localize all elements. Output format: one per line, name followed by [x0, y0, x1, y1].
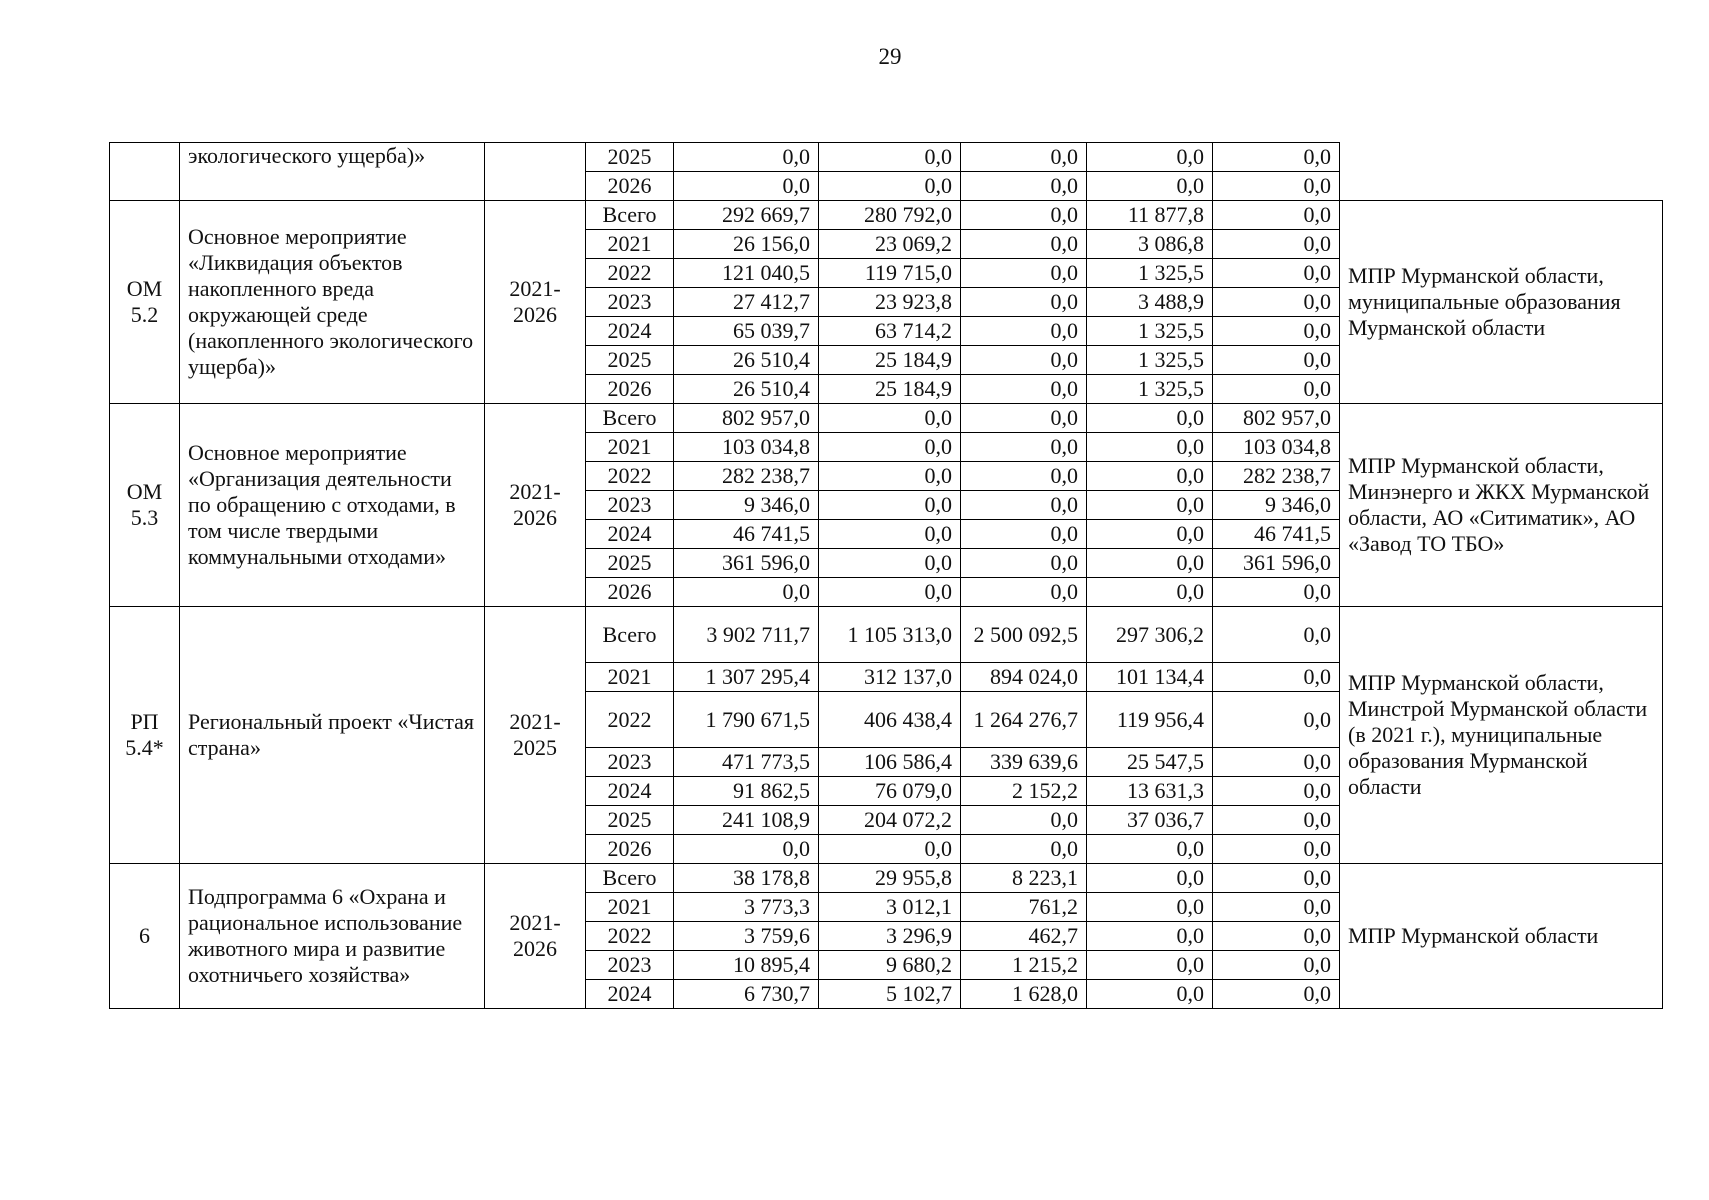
amount-mun: 3 488,9 [1087, 288, 1213, 317]
amount-extra: 0,0 [1213, 663, 1340, 692]
amount-fed: 25 184,9 [819, 346, 961, 375]
amount-reg: 0,0 [961, 375, 1087, 404]
amount-reg: 0,0 [961, 578, 1087, 607]
amount-mun: 37 036,7 [1087, 806, 1213, 835]
year-cell: 2023 [586, 951, 674, 980]
amount-mun: 0,0 [1087, 835, 1213, 864]
year-cell: 2025 [586, 549, 674, 578]
year-cell: 2023 [586, 491, 674, 520]
amount-reg: 462,7 [961, 922, 1087, 951]
year-cell: Всего [586, 607, 674, 663]
year-cell: 2025 [586, 346, 674, 375]
amount-total: 241 108,9 [674, 806, 819, 835]
amount-reg: 0,0 [961, 346, 1087, 375]
amount-fed: 25 184,9 [819, 375, 961, 404]
amount-reg: 1 264 276,7 [961, 692, 1087, 748]
amount-total: 1 790 671,5 [674, 692, 819, 748]
section-period: 2021-2026 [485, 864, 586, 1009]
amount-mun: 11 877,8 [1087, 201, 1213, 230]
amount-total: 6 730,7 [674, 980, 819, 1009]
year-cell: Всего [586, 201, 674, 230]
amount-fed: 0,0 [819, 462, 961, 491]
amount-fed: 0,0 [819, 172, 961, 201]
amount-reg: 0,0 [961, 230, 1087, 259]
amount-total: 65 039,7 [674, 317, 819, 346]
amount-reg: 0,0 [961, 462, 1087, 491]
amount-extra: 0,0 [1213, 375, 1340, 404]
amount-mun: 0,0 [1087, 433, 1213, 462]
section-code [110, 143, 180, 201]
section-executor: МПР Мурманской области, муниципальные образования Мурманской области [1340, 201, 1663, 404]
amount-total: 802 957,0 [674, 404, 819, 433]
section-period: 2021-2026 [485, 201, 586, 404]
amount-reg: 2 500 092,5 [961, 607, 1087, 663]
amount-extra: 0,0 [1213, 172, 1340, 201]
amount-extra: 0,0 [1213, 578, 1340, 607]
section-title: Подпрограмма 6 «Охрана и рациональное использование животного мира и развитие охотничьего хозяйства» [180, 864, 485, 1009]
amount-fed: 0,0 [819, 578, 961, 607]
amount-reg: 0,0 [961, 433, 1087, 462]
amount-total: 0,0 [674, 143, 819, 172]
amount-total: 27 412,7 [674, 288, 819, 317]
amount-mun: 0,0 [1087, 143, 1213, 172]
section-code: 6 [110, 864, 180, 1009]
amount-total: 91 862,5 [674, 777, 819, 806]
amount-extra: 0,0 [1213, 777, 1340, 806]
amount-extra: 103 034,8 [1213, 433, 1340, 462]
year-cell: 2023 [586, 288, 674, 317]
amount-fed: 0,0 [819, 433, 961, 462]
amount-fed: 3 012,1 [819, 893, 961, 922]
amount-total: 10 895,4 [674, 951, 819, 980]
amount-total: 361 596,0 [674, 549, 819, 578]
amount-reg: 0,0 [961, 259, 1087, 288]
amount-extra: 282 238,7 [1213, 462, 1340, 491]
amount-extra: 0,0 [1213, 922, 1340, 951]
amount-extra: 0,0 [1213, 201, 1340, 230]
amount-total: 1 307 295,4 [674, 663, 819, 692]
section-executor [1340, 143, 1663, 201]
section-executor: МПР Мурманской области, Минэнерго и ЖКХ Мурманской области, АО «Ситиматик», АО «Завод ТО ТБО» [1340, 404, 1663, 607]
year-cell: 2022 [586, 922, 674, 951]
amount-reg: 0,0 [961, 520, 1087, 549]
amount-total: 471 773,5 [674, 748, 819, 777]
amount-reg: 894 024,0 [961, 663, 1087, 692]
section-code: ОМ 5.3 [110, 404, 180, 607]
amount-total: 121 040,5 [674, 259, 819, 288]
amount-extra: 0,0 [1213, 951, 1340, 980]
table-row [110, 404, 1663, 433]
amount-extra: 0,0 [1213, 143, 1340, 172]
amount-extra: 0,0 [1213, 980, 1340, 1009]
financing-table [109, 142, 1663, 1009]
amount-reg: 0,0 [961, 549, 1087, 578]
amount-mun: 0,0 [1087, 864, 1213, 893]
amount-fed: 9 680,2 [819, 951, 961, 980]
amount-fed: 0,0 [819, 491, 961, 520]
amount-total: 282 238,7 [674, 462, 819, 491]
amount-mun: 1 325,5 [1087, 259, 1213, 288]
amount-total: 3 773,3 [674, 893, 819, 922]
page-number: 29 [878, 44, 902, 69]
section-title: экологического ущерба)» [180, 143, 485, 201]
section-code: РП 5.4* [110, 607, 180, 864]
year-cell: 2024 [586, 520, 674, 549]
year-cell: 2026 [586, 578, 674, 607]
year-cell: 2022 [586, 692, 674, 748]
section-code: ОМ 5.2 [110, 201, 180, 404]
amount-mun: 0,0 [1087, 404, 1213, 433]
amount-fed: 0,0 [819, 404, 961, 433]
amount-total: 3 902 711,7 [674, 607, 819, 663]
amount-extra: 0,0 [1213, 317, 1340, 346]
amount-mun: 25 547,5 [1087, 748, 1213, 777]
amount-total: 0,0 [674, 578, 819, 607]
amount-mun: 119 956,4 [1087, 692, 1213, 748]
amount-mun: 0,0 [1087, 491, 1213, 520]
amount-extra: 0,0 [1213, 806, 1340, 835]
amount-extra: 0,0 [1213, 692, 1340, 748]
amount-mun: 0,0 [1087, 520, 1213, 549]
amount-reg: 1 628,0 [961, 980, 1087, 1009]
section-executor: МПР Мурманской области, Минстрой Мурманской области (в 2021 г.), муниципальные образования Мурманской области [1340, 607, 1663, 864]
year-cell: 2021 [586, 433, 674, 462]
amount-fed: 106 586,4 [819, 748, 961, 777]
amount-fed: 5 102,7 [819, 980, 961, 1009]
year-cell: 2026 [586, 835, 674, 864]
amount-extra: 0,0 [1213, 607, 1340, 663]
amount-total: 3 759,6 [674, 922, 819, 951]
amount-fed: 119 715,0 [819, 259, 961, 288]
amount-fed: 0,0 [819, 520, 961, 549]
amount-extra: 0,0 [1213, 259, 1340, 288]
year-cell: 2021 [586, 230, 674, 259]
amount-mun: 101 134,4 [1087, 663, 1213, 692]
amount-reg: 0,0 [961, 317, 1087, 346]
amount-reg: 0,0 [961, 172, 1087, 201]
amount-reg: 0,0 [961, 491, 1087, 520]
amount-fed: 1 105 313,0 [819, 607, 961, 663]
amount-fed: 204 072,2 [819, 806, 961, 835]
amount-fed: 0,0 [819, 549, 961, 578]
amount-extra: 0,0 [1213, 288, 1340, 317]
amount-total: 9 346,0 [674, 491, 819, 520]
amount-total: 292 669,7 [674, 201, 819, 230]
year-cell: Всего [586, 404, 674, 433]
amount-total: 0,0 [674, 835, 819, 864]
table-row [110, 864, 1663, 893]
amount-mun: 3 086,8 [1087, 230, 1213, 259]
amount-mun: 0,0 [1087, 922, 1213, 951]
amount-mun: 13 631,3 [1087, 777, 1213, 806]
amount-fed: 280 792,0 [819, 201, 961, 230]
section-period: 2021-2025 [485, 607, 586, 864]
amount-reg: 1 215,2 [961, 951, 1087, 980]
section-title: Основное мероприятие «Ликвидация объектов накопленного вреда окружающей среде (накопленного экологического ущерба)» [180, 201, 485, 404]
amount-extra: 0,0 [1213, 835, 1340, 864]
amount-extra: 0,0 [1213, 230, 1340, 259]
amount-reg: 0,0 [961, 404, 1087, 433]
table-row [110, 607, 1663, 663]
amount-fed: 312 137,0 [819, 663, 961, 692]
amount-total: 26 510,4 [674, 375, 819, 404]
table-row [110, 143, 1663, 172]
amount-extra: 361 596,0 [1213, 549, 1340, 578]
amount-total: 103 034,8 [674, 433, 819, 462]
year-cell: Всего [586, 864, 674, 893]
amount-extra: 0,0 [1213, 864, 1340, 893]
amount-total: 38 178,8 [674, 864, 819, 893]
year-cell: 2024 [586, 777, 674, 806]
amount-reg: 0,0 [961, 143, 1087, 172]
section-executor: МПР Мурманской области [1340, 864, 1663, 1009]
table-row [110, 201, 1663, 230]
section-period [485, 143, 586, 201]
amount-mun: 0,0 [1087, 980, 1213, 1009]
year-cell: 2022 [586, 462, 674, 491]
amount-fed: 23 069,2 [819, 230, 961, 259]
amount-reg: 2 152,2 [961, 777, 1087, 806]
amount-reg: 0,0 [961, 806, 1087, 835]
amount-mun: 0,0 [1087, 578, 1213, 607]
year-cell: 2026 [586, 375, 674, 404]
amount-mun: 0,0 [1087, 172, 1213, 201]
amount-extra: 0,0 [1213, 893, 1340, 922]
year-cell: 2025 [586, 806, 674, 835]
amount-reg: 0,0 [961, 288, 1087, 317]
amount-mun: 1 325,5 [1087, 375, 1213, 404]
amount-mun: 0,0 [1087, 951, 1213, 980]
amount-mun: 0,0 [1087, 893, 1213, 922]
amount-reg: 0,0 [961, 835, 1087, 864]
year-cell: 2021 [586, 663, 674, 692]
amount-fed: 0,0 [819, 143, 961, 172]
amount-total: 0,0 [674, 172, 819, 201]
amount-mun: 1 325,5 [1087, 317, 1213, 346]
amount-mun: 1 325,5 [1087, 346, 1213, 375]
amount-extra: 0,0 [1213, 748, 1340, 777]
amount-extra: 46 741,5 [1213, 520, 1340, 549]
amount-total: 46 741,5 [674, 520, 819, 549]
year-cell: 2024 [586, 980, 674, 1009]
section-title: Основное мероприятие «Организация деятельности по обращению с отходами, в том числе твердыми коммунальными отходами» [180, 404, 485, 607]
amount-total: 26 510,4 [674, 346, 819, 375]
year-cell: 2024 [586, 317, 674, 346]
year-cell: 2025 [586, 143, 674, 172]
year-cell: 2022 [586, 259, 674, 288]
section-title: Региональный проект «Чистая страна» [180, 607, 485, 864]
amount-fed: 406 438,4 [819, 692, 961, 748]
section-period: 2021-2026 [485, 404, 586, 607]
amount-reg: 339 639,6 [961, 748, 1087, 777]
amount-reg: 8 223,1 [961, 864, 1087, 893]
amount-reg: 761,2 [961, 893, 1087, 922]
amount-fed: 63 714,2 [819, 317, 961, 346]
amount-extra: 9 346,0 [1213, 491, 1340, 520]
amount-fed: 3 296,9 [819, 922, 961, 951]
amount-extra: 0,0 [1213, 346, 1340, 375]
amount-fed: 0,0 [819, 835, 961, 864]
amount-mun: 297 306,2 [1087, 607, 1213, 663]
amount-extra: 802 957,0 [1213, 404, 1340, 433]
year-cell: 2023 [586, 748, 674, 777]
year-cell: 2021 [586, 893, 674, 922]
amount-mun: 0,0 [1087, 462, 1213, 491]
amount-fed: 29 955,8 [819, 864, 961, 893]
year-cell: 2026 [586, 172, 674, 201]
amount-total: 26 156,0 [674, 230, 819, 259]
amount-fed: 76 079,0 [819, 777, 961, 806]
amount-mun: 0,0 [1087, 549, 1213, 578]
amount-fed: 23 923,8 [819, 288, 961, 317]
amount-reg: 0,0 [961, 201, 1087, 230]
